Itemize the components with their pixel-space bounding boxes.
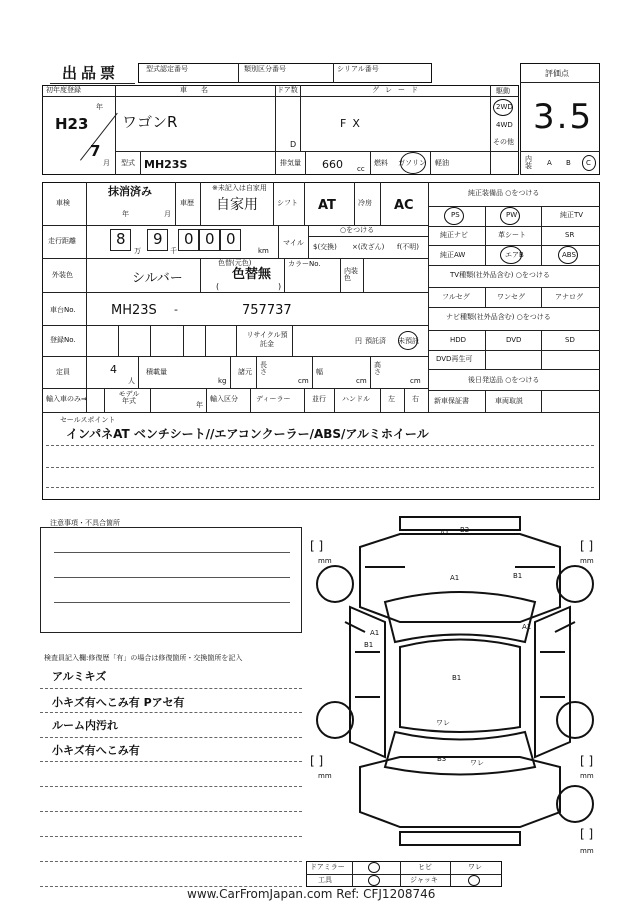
divider [428,350,600,351]
height-label: 高さ [374,361,381,376]
tv-analog: アナログ [555,293,583,301]
odo-value-5: 0 [226,230,236,248]
footer-crack: ヒビ [418,863,432,871]
opt-nav: 純正ナビ [440,231,468,239]
odo-value-4: 0 [205,230,215,248]
load-label: 積載量 [146,368,167,376]
drive-circle [493,99,513,116]
bracket-2: [ ] [580,539,594,553]
divider [150,325,151,356]
color-value: シルバー [132,271,183,286]
recycle-unpaid: 未預託 [398,337,419,345]
divider [428,226,600,227]
note-line [54,552,290,553]
aftermarket-warranty: 新車保証書 [434,397,469,405]
dmg-mark-10: B3 [437,755,447,763]
tv-full: フルセグ [442,293,470,301]
divider [520,82,600,83]
divider [304,388,305,412]
divider [104,388,105,412]
tool-circle [368,875,380,886]
divider [428,330,600,331]
model-year-label: モデル年式 [118,390,140,405]
watermark: www.CarFromJapan.com Ref: CFJ1208746 [187,887,436,901]
divider [428,265,600,266]
dvd-play-label: DVD再生可 [436,355,473,363]
notes-box [40,527,302,633]
dims-label: 諸元 [238,368,252,376]
divider [430,151,431,175]
mile-label: マイル [283,239,304,247]
mm-5: mm [580,847,594,855]
opt-abs: ABS [562,251,576,259]
grade-label: 評価点 [545,69,569,78]
interior-b: B [566,159,571,167]
opt-pw: PW [506,211,518,219]
chassis-number: 757737 [242,303,292,318]
cc-label: cc [357,165,365,173]
divider [308,236,428,237]
model-label: 型式 [121,159,135,167]
interior-a: A [547,159,552,167]
color-change-label: 色替(元色) [218,259,252,267]
right-label: 右 [412,395,419,403]
mm-2: mm [580,557,594,565]
history-value: 自家用 [216,197,258,213]
mm-4: mm [580,772,594,780]
sales-line-2 [46,467,594,468]
history-note: ※未記入は自家用 [212,184,267,192]
door-label: ドア数 [277,86,298,94]
drive-4wd: 4WD [496,121,513,129]
divider [370,151,371,175]
bracket-4: [ ] [580,754,594,768]
insp-line [40,836,302,837]
reg-year: H23 [55,115,89,133]
opt-aw: 純正AW [440,251,466,259]
sales-line-1 [46,445,594,446]
divider [206,388,207,412]
divider [308,225,309,258]
year-label: 年 [96,103,103,111]
aftermarket-manual: 車両取説 [495,397,523,405]
dmg-mark-4: B1 [513,572,523,580]
note-2: 小キズ有へこみ有 Pアセ有 [52,696,185,709]
km-label: km [258,247,269,255]
handle-label: ハンドル [342,395,370,403]
note-line [54,577,290,578]
opt-leather: 革シート [498,231,526,239]
car-diagram [305,512,605,862]
divider [541,287,542,307]
recycle-status: 預託済 [365,337,386,345]
divider [238,63,239,83]
opt-pw-circle [500,207,520,225]
category-label: 類別区分番号 [244,65,286,73]
divider [138,356,139,388]
sales-point-text: インパネAT ベンチシート//エアコンクーラー/ABS/アルミホイール [66,427,429,441]
dmg-mark-2: B2 [460,526,470,534]
insp-line [40,861,302,862]
nav-dvd: DVD [506,336,522,344]
divider [115,151,519,152]
bracket-5: [ ] [580,827,594,841]
divider [200,258,201,292]
divider [278,225,279,258]
insp-line [40,811,302,812]
dmg-mark-3: A1 [450,574,460,582]
drive-other: その他 [493,138,514,146]
history-label: 車歴 [180,199,194,207]
divider [236,325,237,356]
dmg-mark-9: ワレ [436,719,450,727]
divider [230,356,231,388]
odo-opt-2: ×(改ざん) [352,243,385,251]
divider [205,325,206,356]
bracket-1: [ ] [310,539,324,553]
divider [541,330,542,369]
divider [42,325,428,326]
mirror-circle [368,862,380,873]
shift-label: シフト [277,199,298,207]
interior-label: 内装 [525,155,532,170]
chassis-dash: - [174,303,178,316]
regno-label: 登録No. [50,336,76,344]
aftermarket-title: 後日発送品 ○をつける [468,376,540,384]
car-name: ワゴンR [122,113,178,131]
insp-line [40,688,302,689]
first-reg-label: 初年度登録 [46,86,81,94]
divider [140,151,141,175]
fuel-circle [400,152,426,174]
note-1: アルミキズ [52,670,107,683]
paren-open: ( [216,282,220,291]
interior-circle [582,155,596,171]
reg-month: 7 [90,142,101,160]
color-change-value: 色替無 [232,267,272,282]
page-title: 出品票 [62,64,120,82]
divider [334,388,335,412]
recycle-circle [398,331,418,350]
dmg-mark-7: B1 [364,641,374,649]
divider [304,182,305,225]
displacement-label: 排気量 [280,159,301,167]
cm-label-3: cm [410,377,421,385]
inspector-label: 検査員記入欄:修復歴「有」の場合は修復箇所・交換箇所を記入 [44,654,243,662]
insp-line [40,737,302,738]
divider [175,182,176,225]
divider [292,325,293,356]
divider [256,356,257,388]
import-class-label: 輸入区分 [210,395,238,403]
grade-value: 3.5 [533,97,594,137]
divider [42,96,519,97]
odo-value-3: 0 [184,230,194,248]
ac-value: AC [394,198,414,213]
tv-title: TV種類(社外品含む) ○をつける [450,271,550,279]
divider [541,206,542,265]
fuel-label: 燃料 [374,159,388,167]
divider [354,182,355,225]
title-underline [50,83,135,84]
divider [340,258,341,292]
divider [275,85,276,175]
man-label: 万 [134,247,141,255]
insp-line [40,786,302,787]
diesel-label: 軽油 [435,159,449,167]
genuine-title: 純正装備品 ○をつける [468,189,540,197]
serial-label: シリアル番号 [337,65,379,73]
divider [150,388,151,412]
odo-opt-1: $(交換) [313,243,337,251]
divider [305,151,306,175]
car-name-label: 車名 [180,86,222,94]
sen-label: 千 [170,247,177,255]
door-suffix: D [290,140,297,149]
note-3: ルーム内汚れ [52,719,118,732]
chassis-label: 車台No. [50,306,76,314]
divider [541,390,542,412]
grade-col-value: FX [340,117,366,130]
divider [520,151,521,175]
inspection-label: 車検 [56,199,70,207]
divider [485,287,486,307]
opt-tv: 純正TV [560,211,584,219]
opt-airbag-circle [500,246,522,264]
nav-title: ナビ種類(社外品含む) ○をつける [446,313,551,321]
divider [428,182,429,412]
shift-value: AT [318,198,336,213]
person-label: 人 [128,377,135,385]
nav-hdd: HDD [450,336,467,344]
divider [86,182,87,412]
divider [485,206,486,265]
mm-1: mm [318,557,332,565]
dealer-label: ディーラー [256,395,291,403]
divider [380,388,381,412]
footer-tool: 工具 [318,876,332,884]
odometer-label: 走行距離 [48,237,76,245]
dmg-mark-1: A1 [440,529,450,537]
inspection-month: 月 [164,210,171,218]
color-label: 外装色 [52,271,73,279]
divider [370,356,371,388]
insp-line [40,712,302,713]
fuel-value: ガソリン [398,159,426,167]
left-label: 左 [388,395,395,403]
displacement-value: 660 [322,158,343,171]
divider [42,412,600,413]
interior-c: C [586,159,591,167]
cm-label-1: cm [298,377,309,385]
yen-label: 円 [355,337,362,345]
divider [300,85,301,151]
divider [380,182,381,225]
odo-opt-3: f(不明) [397,243,419,251]
width-label: 幅 [316,368,323,376]
dmg-mark-8: B1 [452,674,462,682]
footer-jack: ジャッキ [410,876,438,884]
dmg-mark-6: A1 [370,629,380,637]
divider [520,151,600,152]
odo-value-1: 8 [116,230,126,248]
opt-ps: PS [451,211,460,219]
divider [312,356,313,388]
odo-value-2: 9 [153,230,163,248]
colorno-label: カラーNo. [288,260,321,268]
divider [250,388,251,412]
paren-close: ) [278,282,282,291]
note-4: 小キズ有へこみ有 [52,744,140,757]
kg-label: kg [218,377,227,385]
footer-mirror: ドアミラー [310,863,345,871]
divider [284,258,285,292]
divider [183,325,184,356]
divider [273,182,274,225]
drive-2wd: 2WD [496,103,513,111]
odo-circle-note: ○をつける [340,226,375,234]
divider [333,63,334,83]
divider [485,330,486,369]
nav-sd: SD [565,336,575,344]
opt-abs-circle [558,246,578,264]
drive-label: 駆動 [496,87,510,95]
divider [428,307,600,308]
sales-line-3 [46,487,594,488]
insp-line [40,761,302,762]
month-label: 月 [103,159,110,167]
divider [400,861,401,887]
divider [115,85,116,175]
model-cert-label: 型式認定番号 [146,65,188,73]
divider [363,258,364,292]
capacity-value: 4 [110,363,117,376]
dmg-mark-5: A1 [522,623,532,631]
grade-col-label: グレード [372,86,424,94]
parallel-label: 並行 [312,395,326,403]
sales-point-label: セールスポイント [60,416,116,424]
cm-label-2: cm [356,377,367,385]
recycle-label: リサイクル預託金 [246,331,288,349]
note-line [54,602,290,603]
opt-ps-circle [444,207,464,225]
divider [352,861,353,887]
interior-color-label: 内装色 [344,267,358,282]
bracket-3: [ ] [310,754,324,768]
divider [428,390,600,391]
capacity-label: 定員 [56,368,70,376]
divider [42,292,428,293]
divider [200,182,201,225]
divider [485,390,486,412]
divider [450,861,451,887]
divider [490,85,491,175]
tv-one: ワンセグ [497,293,525,301]
model-value: MH23S [144,158,188,171]
ac-label: 冷房 [358,199,372,207]
divider [428,369,600,370]
opt-airbag: エアB [505,251,524,259]
divider [118,325,119,356]
length-label: 長さ [260,361,267,376]
mm-3: mm [318,772,332,780]
dmg-mark-11: ワレ [470,759,484,767]
chassis-prefix: MH23S [111,303,157,318]
footer-break: ワレ [468,863,482,871]
opt-sr: SR [565,231,575,239]
notes-label: 注意事項・不具合箇所 [50,519,120,527]
divider [42,388,428,389]
year-unit: 年 [196,401,203,409]
inspection-year: 年 [122,210,129,218]
divider [428,287,600,288]
inspection-value: 抹消済み [108,185,152,198]
divider [404,388,405,412]
jack-circle [468,875,480,886]
import-label: 輸入車のみ⇒ [46,395,87,403]
